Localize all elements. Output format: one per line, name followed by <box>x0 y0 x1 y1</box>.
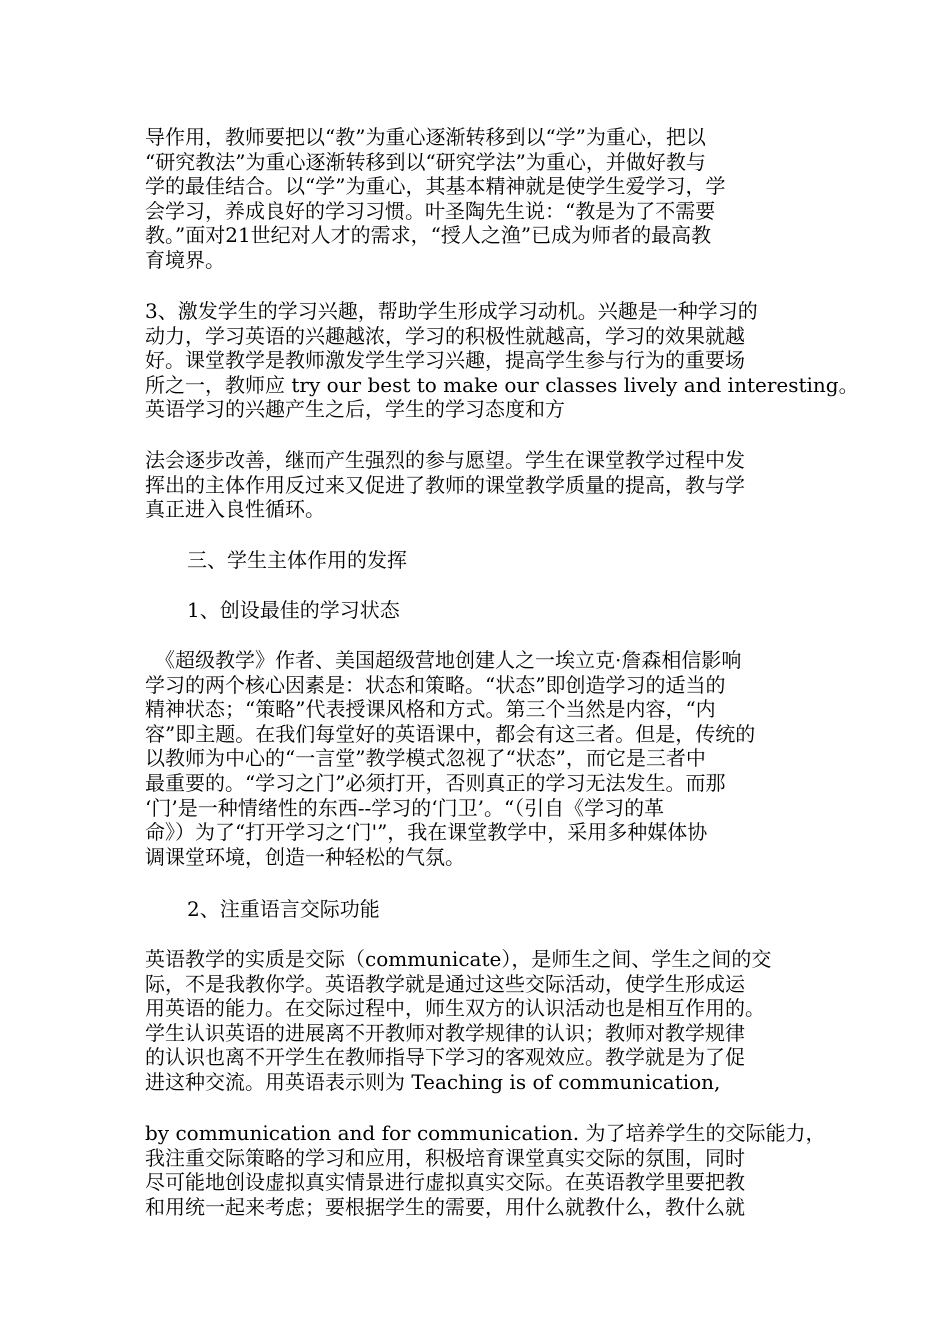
text-line: 我注重交际策略的学习和应用，积极培育课堂真实交际的氛围，同时 <box>145 1145 745 1170</box>
text-line: 学习的两个核心因素是：状态和策略。“状态”即创造学习的适当的 <box>145 672 726 697</box>
text-line: 学生认识英语的进展离不开教师对教学规律的认识；教师对教学规律 <box>145 1020 745 1045</box>
text-line: 导作用，教师要把以“教”为重心逐渐转移到以“学”为重心，把以 <box>145 125 706 149</box>
paragraph-communication <box>145 947 815 1095</box>
text-line: 挥出的主体作用反过来又促进了教师的课堂教学质量的提高，教与学 <box>145 472 745 497</box>
text-line: 动力，学习英语的兴趣越浓，学习的积极性就越高，学习的效果就越 <box>145 323 745 348</box>
text-line: 所之一，教师应 try our best to make our classes lively and interesting。 <box>145 372 859 397</box>
text-line: 和用统一起来考虑；要根据学生的需要，用什么就教什么，教什么就 <box>145 1194 745 1219</box>
text-line: 《超级教学》作者、美国超级营地创建人之一埃立克·詹森相信影响 <box>155 648 742 672</box>
paragraph-interest <box>145 299 859 422</box>
subheading-two: 2、注重语言交际功能 <box>187 897 380 921</box>
text-line: 命》）为了“打开学习之‘门'”，我在课堂教学中，采用多种媒体协 <box>145 820 708 845</box>
text-line: 最重要的。“学习之门”必须打开，否则真正的学习无法发生。而那 <box>145 770 726 795</box>
text-line: 英语学习的兴趣产生之后，学生的学习态度和方 <box>145 397 565 422</box>
text-line: 会学习，养成良好的学习习惯。叶圣陶先生说：“教是为了不需要 <box>145 198 716 223</box>
text-line: ‘门’是一种情绪性的东西--学习的‘门卫’。“（引自《学习的革 <box>145 795 665 820</box>
text-line: 以教师为中心的“一言堂”教学模式忽视了“状态”，而它是三者中 <box>145 746 706 771</box>
text-line: 育境界。 <box>145 247 225 272</box>
text-line: 精神状态；“策略”代表授课风格和方式。第三个当然是内容，“内 <box>145 697 716 722</box>
text-line: 际，不是我教你学。英语教学就是通过这些交际活动，使学生形成运 <box>145 971 745 996</box>
text-line: 3、激发学生的学习兴趣，帮助学生形成学习动机。兴趣是一种学习的 <box>145 299 758 323</box>
text-line: “研究教法”为重心逐渐转移到以“研究学法”为重心，并做好教与 <box>145 149 706 174</box>
subheading-one: 1、创设最佳的学习状态 <box>187 598 400 622</box>
text-line: 用英语的能力。在交际过程中，师生双方的认识活动也是相互作用的。 <box>145 996 765 1021</box>
text-line: 法会逐步改善，继而产生强烈的参与愿望。学生在课堂教学过程中发 <box>145 448 745 472</box>
text-line: 调课堂环境，创造一种轻松的气氛。 <box>145 844 465 869</box>
text-line: 好。课堂教学是教师激发学生学习兴趣，提高学生参与行为的重要场 <box>145 348 745 373</box>
text-line: 英语教学的实质是交际（communicate），是师生之间、学生之间的交 <box>145 947 772 971</box>
text-line: 学的最佳结合。以“学”为重心，其基本精神就是使学生爱学习，学 <box>145 174 726 199</box>
paragraph-communication-continued <box>145 1121 826 1219</box>
paragraph-super-teaching <box>145 648 815 869</box>
text-line: 教。”面对21世纪对人才的需求，“授人之渔”已成为师者的最高教 <box>145 223 712 248</box>
text-line: 的认识也离不开学生在教师指导下学习的客观效应。教学就是为了促 <box>145 1045 745 1070</box>
section-heading-three: 三、学生主体作用的发挥 <box>187 548 407 572</box>
text-line: by communication and for communication. 为了培养学生的交际能力， <box>145 1121 826 1145</box>
paragraph-learning-focus <box>145 125 815 273</box>
text-line: 尽可能地创设虚拟真实情景进行虚拟真实交际。在英语教学里要把教 <box>145 1170 745 1195</box>
text-line: 进这种交流。用英语表示则为 Teaching is of communication, <box>145 1069 721 1094</box>
paragraph-interest-continued <box>145 448 815 522</box>
text-line: 容”即主题。在我们每堂好的英语课中，都会有这三者。但是，传统的 <box>145 721 756 746</box>
text-line: 真正进入良性循环。 <box>145 497 325 522</box>
